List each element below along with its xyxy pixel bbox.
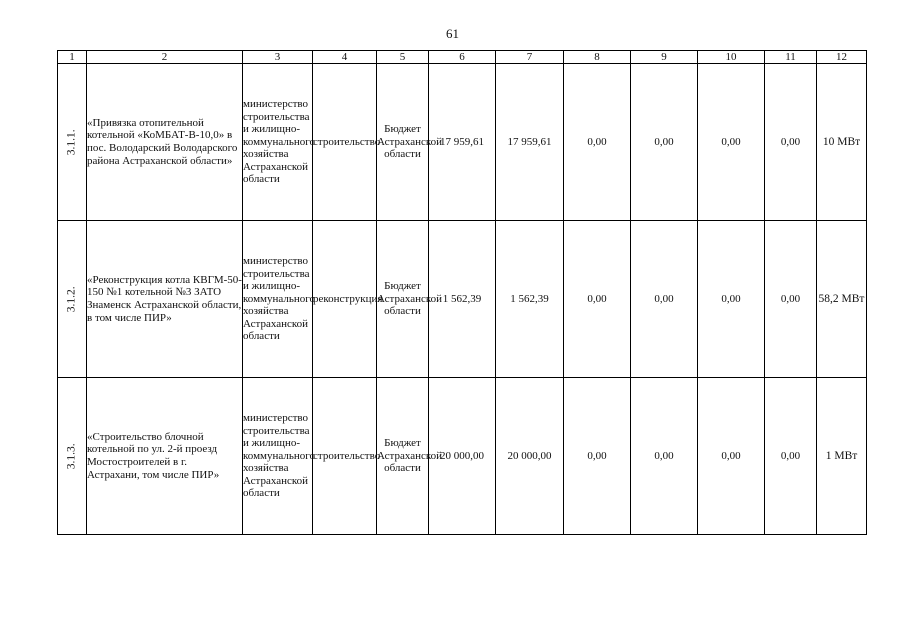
value-col9: 0,00 xyxy=(631,64,698,221)
value-col6: 20 000,00 xyxy=(429,378,496,535)
table-row xyxy=(58,221,867,378)
value-col6: 17 959,61 xyxy=(429,64,496,221)
row-number-cell xyxy=(58,378,87,535)
value-col10: 0,00 xyxy=(698,378,765,535)
value-col11: 0,00 xyxy=(765,221,817,378)
capacity: 58,2 МВт xyxy=(817,221,867,378)
budget-table xyxy=(57,50,867,535)
header-cell: 3 xyxy=(243,51,313,64)
project-name: «Реконструкция котла КВГМ-50-150 №1 котельной №3 ЗАТО Знаменск Астраханской области, в том числе ПИР» xyxy=(87,221,243,378)
responsible-executor: министерство строительства и жилищно-коммунального хозяйства Астраханской области xyxy=(243,221,313,378)
value-col9: 0,00 xyxy=(631,221,698,378)
row-number-cell xyxy=(58,64,87,221)
header-cell: 9 xyxy=(631,51,698,64)
work-type: строительство xyxy=(313,64,377,221)
table-row xyxy=(58,378,867,535)
capacity: 1 МВт xyxy=(817,378,867,535)
funding-source: Бюджет Астраханской области xyxy=(377,378,429,535)
funding-source: Бюджет Астраханской области xyxy=(377,221,429,378)
project-name: «Строительство блочной котельной по ул. 2-й проезд Мостостроителей в г. Астрахани, том числе ПИР» xyxy=(87,378,243,535)
capacity: 10 МВт xyxy=(817,64,867,221)
value-col11: 0,00 xyxy=(765,378,817,535)
row-number: 3.1.3. xyxy=(65,443,78,469)
work-type: строительство xyxy=(313,378,377,535)
value-col10: 0,00 xyxy=(698,64,765,221)
value-col6: 1 562,39 xyxy=(429,221,496,378)
value-col7: 17 959,61 xyxy=(496,64,564,221)
header-cell: 10 xyxy=(698,51,765,64)
value-col10: 0,00 xyxy=(698,221,765,378)
project-name: «Привязка отопительной котельной «КоМБАТ-В-10,0» в пос. Володарский Володарского района Астраханской области» xyxy=(87,64,243,221)
page-number: 61 xyxy=(446,26,459,41)
value-col8: 0,00 xyxy=(564,378,631,535)
header-cell: 12 xyxy=(817,51,867,64)
responsible-executor: министерство строительства и жилищно-коммунального хозяйства Астраханской области xyxy=(243,64,313,221)
header-cell: 4 xyxy=(313,51,377,64)
value-col9: 0,00 xyxy=(631,378,698,535)
row-number: 3.1.2. xyxy=(65,286,78,312)
value-col7: 20 000,00 xyxy=(496,378,564,535)
header-cell: 6 xyxy=(429,51,496,64)
table-row xyxy=(58,64,867,221)
row-number: 3.1.1. xyxy=(65,129,78,155)
header-cell: 11 xyxy=(765,51,817,64)
header-cell: 1 xyxy=(58,51,87,64)
header-row xyxy=(58,51,867,64)
value-col8: 0,00 xyxy=(564,64,631,221)
row-number-cell xyxy=(58,221,87,378)
value-col8: 0,00 xyxy=(564,221,631,378)
header-cell: 7 xyxy=(496,51,564,64)
responsible-executor: министерство строительства и жилищно-коммунального хозяйства Астраханской области xyxy=(243,378,313,535)
header-cell: 5 xyxy=(377,51,429,64)
value-col11: 0,00 xyxy=(765,64,817,221)
header-cell: 2 xyxy=(87,51,243,64)
value-col7: 1 562,39 xyxy=(496,221,564,378)
header-cell: 8 xyxy=(564,51,631,64)
work-type: реконструкция xyxy=(313,221,377,378)
funding-source: Бюджет Астраханской области xyxy=(377,64,429,221)
